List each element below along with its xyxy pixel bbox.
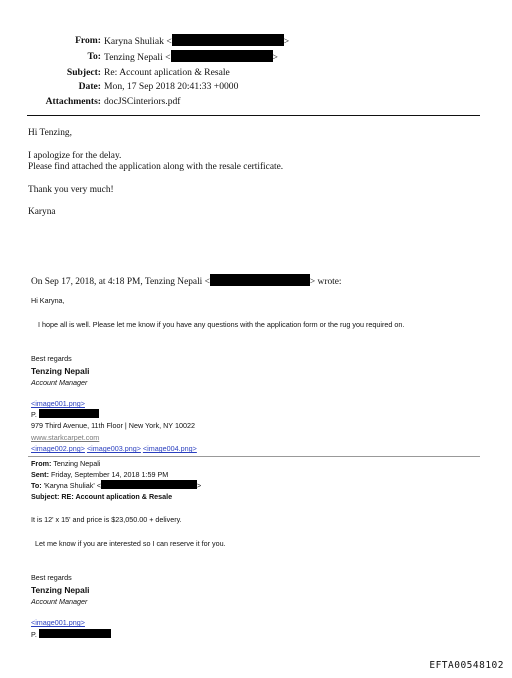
quote2-line2: Let me know if you are interested so I can reserve it for you. — [35, 539, 226, 548]
phone-label: P. — [31, 410, 37, 419]
quote2-subject-label: Subject: — [31, 491, 60, 501]
reply-signature: Karyna — [28, 207, 56, 218]
to-name: Tenzing Nepali < — [104, 51, 171, 63]
quote2-from: Tenzing Nepali — [53, 459, 101, 468]
from-name: Karyna Shuliak < — [104, 36, 172, 47]
quote2-to-label: To: — [31, 481, 42, 491]
header-to-row — [0, 50, 512, 66]
redacted-phone — [39, 629, 111, 638]
quote2-subject: RE: Account aplication & Resale — [61, 491, 173, 501]
header-divider — [27, 115, 480, 116]
image003-link[interactable]: <image003.png> — [86, 444, 141, 453]
image004-link[interactable]: <image004.png> — [142, 444, 197, 453]
quote2-to-row — [31, 480, 201, 492]
date-label: Date: — [78, 81, 101, 93]
quote1-image-links — [31, 444, 197, 453]
email-header — [0, 34, 512, 110]
to-label: To: — [87, 50, 101, 62]
redacted-phone — [39, 409, 99, 418]
quote1-address: 979 Third Avenue, 11th Floor | New York, NY 10022 — [31, 421, 195, 430]
quote-intro — [31, 274, 342, 287]
quote1-sig-name: Tenzing Nepali — [31, 366, 90, 376]
quote2-from-label: From: — [31, 459, 52, 468]
reply-thanks: Thank you very much! — [28, 184, 114, 195]
document-id: EFTA00548102 — [429, 660, 504, 671]
quote2-sig-title: Account Manager — [31, 597, 88, 606]
quote2-to-close: > — [196, 481, 202, 491]
reply-paragraph — [28, 151, 283, 174]
redacted-email — [210, 274, 310, 286]
to-close: > — [272, 51, 278, 63]
quote1-regards: Best regards — [31, 354, 72, 363]
quote1-phone-row — [31, 409, 99, 419]
image002-link[interactable]: <image002.png> — [31, 444, 85, 453]
reply-line2: Please find attached the application along with the resale certificate. — [28, 162, 284, 173]
subject-label: Subject: — [66, 66, 101, 78]
quote2-header — [31, 459, 201, 502]
header-subject-row — [0, 66, 512, 81]
quote2-image001-link[interactable]: <image001.png> — [31, 618, 85, 627]
from-label: From: — [75, 35, 101, 46]
reply-line1: I apologize for the delay. — [28, 150, 122, 161]
phone-label: P. — [31, 630, 37, 639]
reply-body — [28, 128, 283, 230]
from-close: > — [283, 36, 290, 47]
redacted-email — [172, 34, 284, 46]
quote2-to: 'Karyna Shuliak' < — [43, 481, 101, 491]
quote2-line1: It is 12' x 15' and price is $23,050.00 + delivery. — [31, 515, 182, 524]
quote1-website-link[interactable]: www.starkcarpet.com — [31, 433, 100, 442]
quote1-image001-link[interactable]: <image001.png> — [31, 399, 85, 408]
header-from-row — [0, 34, 512, 50]
date-value: Mon, 17 Sep 2018 20:41:33 +0000 — [104, 81, 239, 93]
quote1-greeting: Hi Karyna, — [31, 296, 65, 305]
quote2-phone-row — [31, 629, 111, 639]
quote2-from-row — [31, 459, 201, 470]
quote2-divider — [28, 456, 480, 457]
quote2-sent: Friday, September 14, 2018 1:59 PM — [50, 469, 169, 479]
quote-intro-suffix: > wrote: — [309, 277, 342, 287]
quote2-sig-name: Tenzing Nepali — [31, 585, 90, 595]
quote2-subject-row — [31, 492, 201, 503]
header-date-row — [0, 80, 512, 95]
subject-value: Re: Account aplication & Resale — [104, 66, 230, 78]
header-attachments-row — [0, 95, 512, 110]
quote1-body: I hope all is well. Please let me know if you have any questions with the application form or the rug you required on. — [38, 320, 405, 329]
reply-greeting: Hi Tenzing, — [28, 128, 72, 138]
attachment-file[interactable]: docJSCinteriors.pdf — [104, 96, 181, 108]
quote2-sent-row — [31, 470, 201, 481]
quote2-sent-label: Sent: — [31, 469, 49, 479]
redacted-email — [101, 480, 197, 489]
attachments-label: Attachments: — [45, 96, 101, 108]
redacted-email — [171, 50, 273, 62]
quote-intro-prefix: On Sep 17, 2018, at 4:18 PM, Tenzing Nepali < — [31, 277, 210, 287]
quote1-sig-title: Account Manager — [31, 378, 88, 387]
quote2-regards: Best regards — [31, 573, 72, 582]
